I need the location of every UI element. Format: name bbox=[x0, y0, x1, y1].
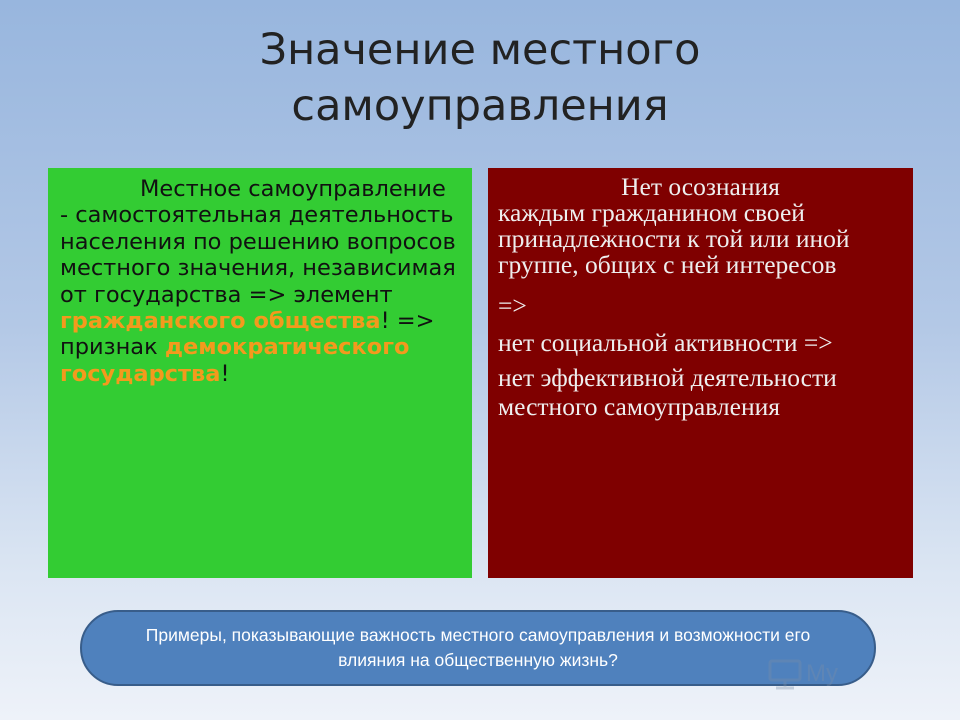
problem-paragraph-1 bbox=[498, 174, 903, 278]
problem-heading: Нет осознания bbox=[621, 172, 780, 201]
definition-text: Местное самоуправление - самостоятельная деятельность населения по решению вопросов местного значения, независимая от государства => элемент bbox=[60, 176, 456, 308]
arrow-line: => bbox=[498, 291, 527, 320]
definition-text-3: ! bbox=[220, 360, 230, 387]
watermark bbox=[768, 654, 838, 694]
watermark-text: My bbox=[806, 660, 838, 687]
definition-box bbox=[48, 168, 472, 578]
examples-question-button[interactable] bbox=[80, 610, 876, 686]
democratic-state-highlight: демократического государства bbox=[60, 334, 410, 387]
problem-consequence-1: нет социальной активности => bbox=[498, 328, 833, 357]
problem-text: каждым гражданином своей принадлежности к той или иной группе, общих с ней интересов bbox=[498, 198, 850, 279]
definition-text-2: ! => признак bbox=[60, 308, 435, 361]
slide-title-line-1: Значение местного bbox=[259, 25, 701, 75]
civil-society-highlight: гражданского общества bbox=[60, 308, 381, 335]
problem-consequence-2: нет эффективной деятельности местного самоуправления bbox=[498, 363, 837, 421]
presentation-board-icon bbox=[768, 658, 802, 690]
slide-title bbox=[0, 22, 960, 134]
examples-question-text: Примеры, показывающие важность местного самоуправления и возможности его влияния на общественную жизнь? bbox=[145, 625, 811, 670]
problem-box bbox=[488, 168, 913, 578]
slide-title-line-2: самоуправления bbox=[291, 81, 669, 131]
